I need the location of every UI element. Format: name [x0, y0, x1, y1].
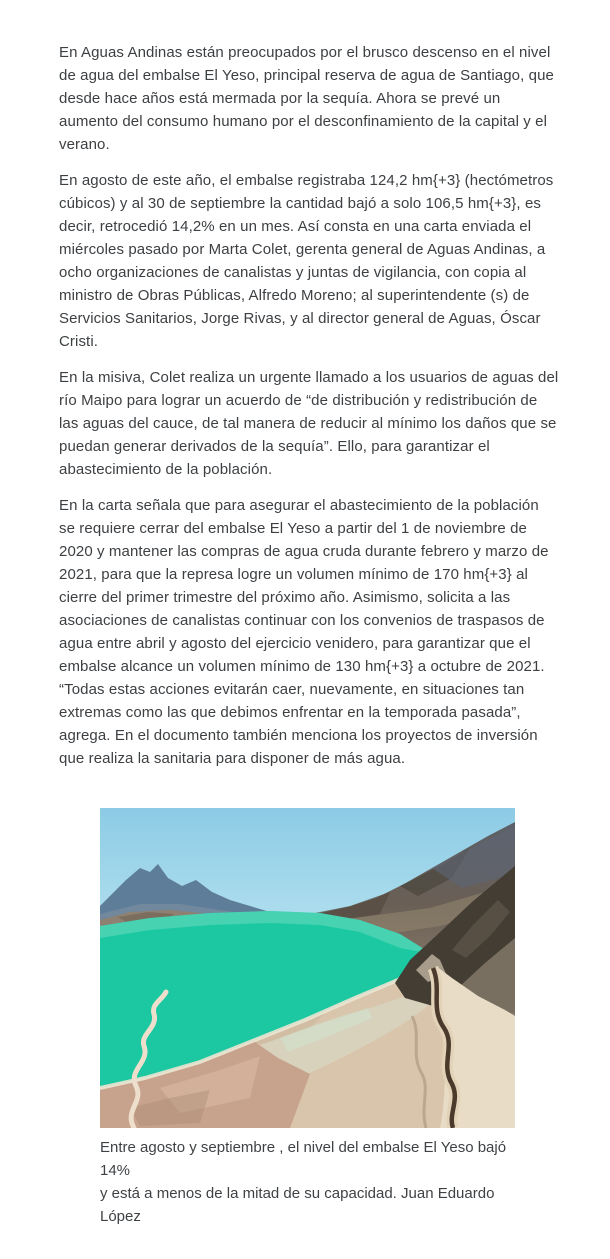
paragraph-1: En Aguas Andinas están preocupados por el brusco descenso en el nivel de agua del embalse El Yeso, principal reserva de agua de Santiago, que desde hace años está mermada por la sequía. Ahora se prevé un aumento del consumo humano por el desconfinamiento de la capital y el verano. [59, 44, 554, 153]
photo-caption [100, 1136, 515, 1228]
paragraph-3: En la misiva, Colet realiza un urgente llamado a los usuarios de aguas del río Maipo para lograr un acuerdo de “de distribución y redistribución de las aguas del cauce, de tal manera de reducir al mínimo los daños que se puedan generar derivados de la sequía”. Ello, para garantizar el abastecimiento de la población. [59, 369, 559, 478]
caption-line-2: y está a menos de la mitad de su capacidad. Juan Eduardo López [100, 1185, 495, 1225]
paragraph-2: En agosto de este año, el embalse registraba 124,2 hm{+3} (hectómetros cúbicos) y al 30 de septiembre la cantidad bajó a solo 106,5 hm{+3}, es decir, retrocedió 14,2% en un mes. Así consta en una carta enviada el miércoles pasado por Marta Colet, gerenta general de Aguas Andinas, a ocho organizaciones de canalistas y juntas de vigilancia, con copia al ministro de Obras Públicas, Alfredo Moreno; al superintendente (s) de Servicios Sanitarios, Jorge Rivas, y al director general de Aguas, Óscar Cristi. [59, 172, 554, 350]
reservoir-photo [100, 808, 515, 1128]
caption-line-1: Entre agosto y septiembre , el nivel del embalse El Yeso bajó 14% [100, 1139, 507, 1179]
reservoir-photo-illustration [100, 808, 515, 1128]
paragraph-4: En la carta señala que para asegurar el abastecimiento de la población se requiere cerrar del embalse El Yeso a partir del 1 de noviembre de 2020 y mantener las compras de agua cruda durante febrero y marzo de 2021, para que la represa logre un volumen mínimo de 170 hm{+3} al cierre del primer trimestre del próximo año. Asimismo, solicita a las asociaciones de canalistas continuar con los convenios de traspasos de agua entre abril y agosto del ejercicio venidero, para garantizar que el embalse alcance un volumen mínimo de 130 hm{+3} a octubre de 2021. “Todas estas acciones evitarán caer, nuevamente, en situaciones tan extremas como las que debimos enfrentar en la temporada pasada”, agrega. En el documento también menciona los proyectos de inversión que realiza la sanitaria para disponer de más agua. [59, 497, 549, 767]
article-figure [100, 808, 515, 1228]
